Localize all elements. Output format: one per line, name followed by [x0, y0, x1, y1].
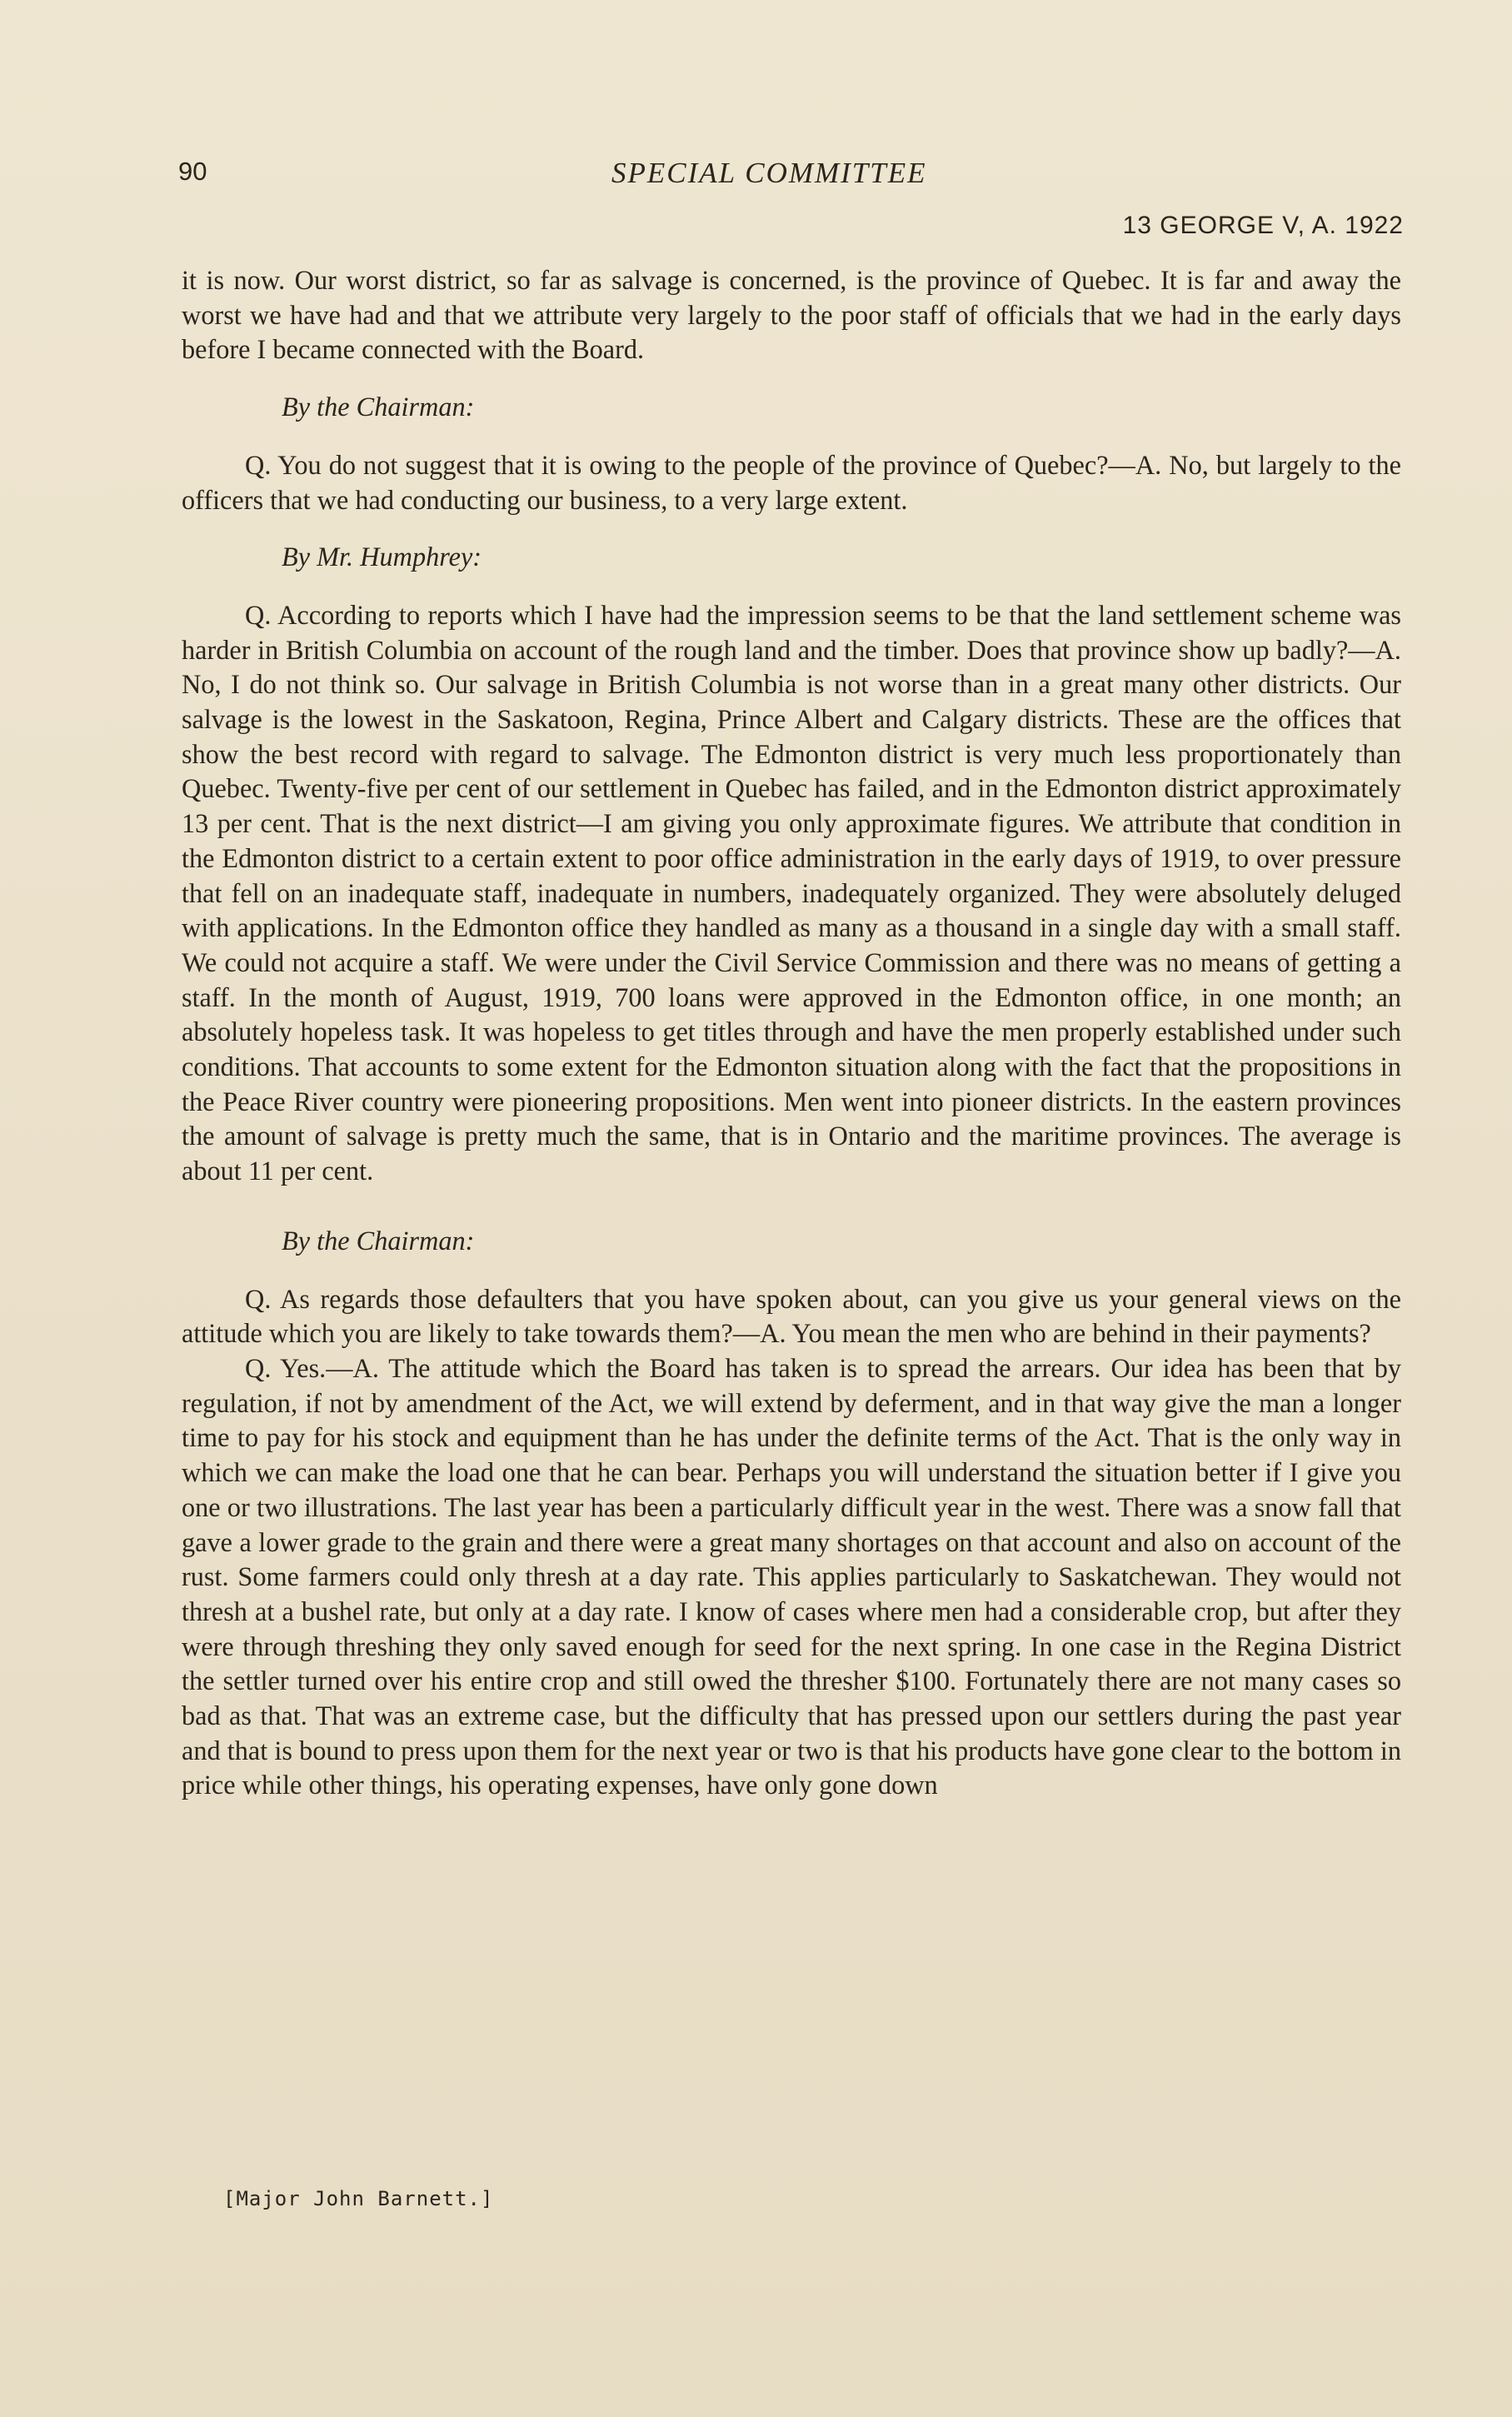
paragraph: Q. You do not suggest that it is owing to the people of the province of Quebec?—A. No, but largely to the officers that we had conducting our business, to a very large extent. [182, 449, 1401, 515]
page-header [178, 157, 1404, 198]
session-info: 13 GEORGE V, A. 1922 [1122, 212, 1404, 239]
paragraph: it is now. Our worst district, so far as salvage is concerned, is the province of Quebec. It is far and away the worst we have had and that we attribute very largely to the poor staff of officials that we had in the early days before I became connected with the Board. [182, 265, 1401, 365]
speaker-heading: By the Chairman: [282, 1225, 475, 1256]
paragraph: Q. As regards those defaulters that you have spoken about, can you give us your general views on the attitude which you are likely to take towards them?—A. You mean the men who are behind in their payments? [182, 1283, 1401, 1349]
running-title: SPECIAL COMMITTEE [611, 157, 927, 189]
page-number: 90 [178, 157, 207, 186]
witness-footer: [Major John Barnett.] [223, 2187, 494, 2210]
paragraph: Q. According to reports which I have had the impression seems to be that the land settlement scheme was harder in British Columbia on account of the rough land and the timber. Does that province show up badly?—A. No, I do not think so. Our salvage in British Columbia is not worse than in a great many other districts. Our salvage is the lowest in the Saskatoon, Regina, Prince Albert and Calgary districts. These are the offices that show the best record with regard to salvage. The Edmonton district is very much less proportionately than Quebec. Twenty-five per cent of our settlement in Quebec has failed, and in the Edmonton district approximately 13 per cent. That is the next district—I am giving you only approximate figures. We attribute that condition in the Edmonton district to a certain extent to poor office administration in the early days of 1919, to over pressure that fell on an inadequate staff, inadequate in numbers, inadequately organized. They were absolutely deluged with applications. In the Edmonton office they handled as many as a thousand in a single day with a small staff. We could not acquire a staff. We were under the Civil Service Commission and there was no means of getting a staff. In the month of August, 1919, 700 loans were approved in the Edmonton office, in one month; an absolutely hopeless task. It was hopeless to get titles through and have the men properly established under such conditions. That accounts to some extent for the Edmonton situation along with the fact that the propositions in the Peace River country were pioneering propositions. Men went into pioneer districts. In the eastern provinces the amount of salvage is pretty much the same, that is in Ontario and the maritime provinces. The average is about 11 per cent. [182, 599, 1401, 1186]
speaker-heading: By the Chairman: [282, 392, 475, 422]
paragraph: Q. Yes.—A. The attitude which the Board has taken is to spread the arrears. Our idea has been that by regulation, if not by amendment of the Act, we will extend by deferment, and in that way give the man a longer time to pay for his stock and equipment than he has under the definite terms of the Act. That is the only way in which we can make the load one that he can bear. Perhaps you will understand the situation better if I give you one or two illustrations. The last year has been a particularly difficult year in the west. There was a snow fall that gave a lower grade to the grain and there were a great many shortages on that account and also on account of the rust. Some farmers could only thresh at a day rate. This applies particularly to Saskatchewan. They would not thresh at a bushel rate, but only at a day rate. I know of cases where men had a considerable crop, but after they were through threshing they only saved enough for seed for the next spring. In one case in the Regina District the settler turned over his entire crop and still owed the thresher $100. Fortunately there are not many cases so bad as that. That was an extreme case, but the difficulty that has pressed upon our settlers during the past year and that is bound to press upon them for the next year or two is that his products have gone clear to the bottom in price while other things, his operating expenses, have only gone down [182, 1352, 1401, 1800]
document-body [182, 263, 1401, 1803]
speaker-heading: By Mr. Humphrey: [282, 542, 482, 572]
